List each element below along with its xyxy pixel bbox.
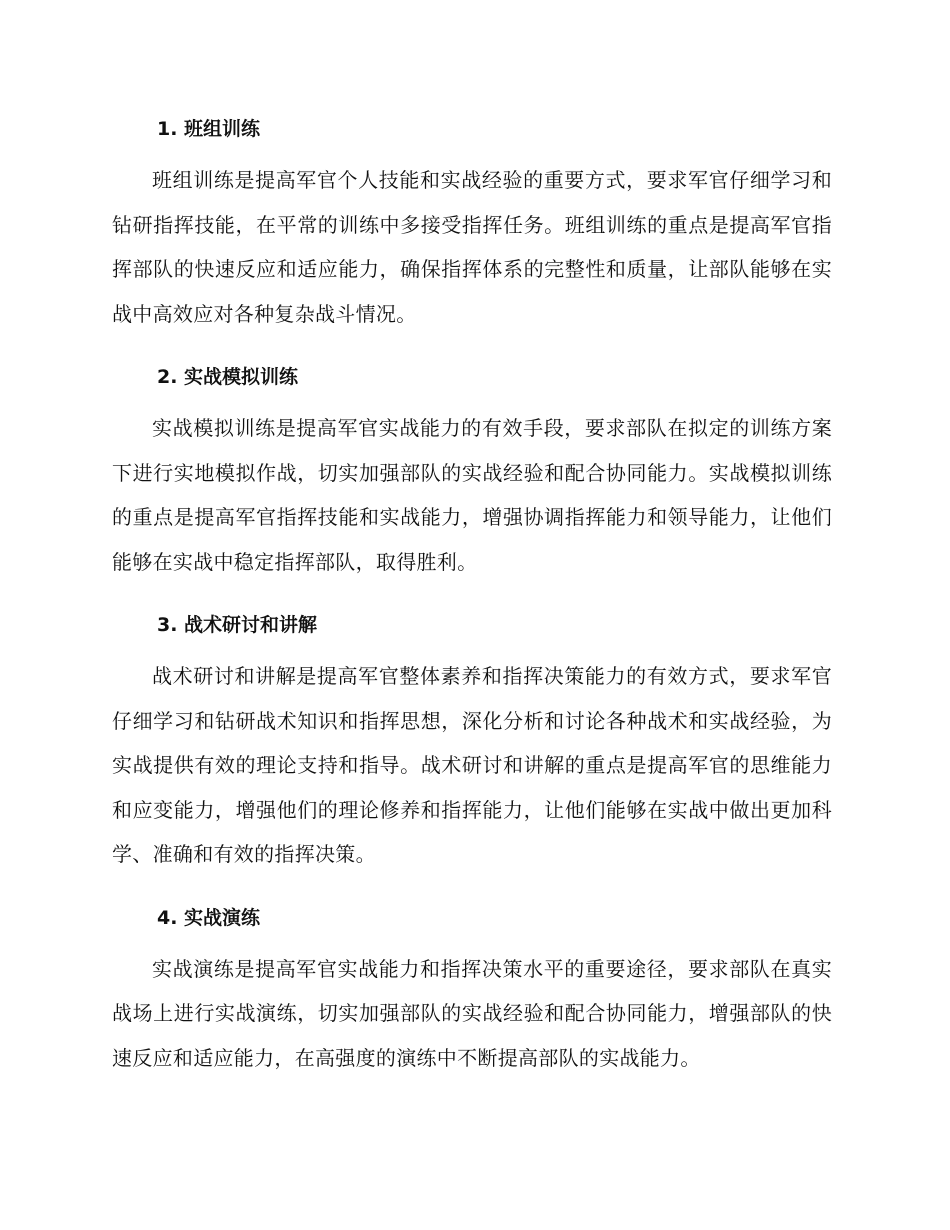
section-heading-3: 3. 战术研讨和讲解 bbox=[157, 614, 318, 636]
section-paragraph-1: 班组训练是提高军官个人技能和实战经验的重要方式，要求军官仔细学习和钻研指挥技能，在平常的训练中多接受指挥任务。班组训练的重点是提高军官指挥部队的快速反应和适应能力，确保指挥体系的完整性和质量，让部队能够在实战中高效应对各种复杂战斗情况。 bbox=[112, 168, 832, 326]
section-paragraph-4: 实战演练是提高军官实战能力和指挥决策水平的重要途径，要求部队在真实战场上进行实战演练，切实加强部队的实战经验和配合协同能力，增强部队的快速反应和适应能力，在高强度的演练中不断提高部队的实战能力。 bbox=[112, 956, 832, 1070]
section-paragraph-2: 实战模拟训练是提高军官实战能力的有效手段，要求部队在拟定的训练方案下进行实地模拟作战，切实加强部队的实战经验和配合协同能力。实战模拟训练的重点是提高军官指挥技能和实战能力，增强协调指挥能力和领导能力，让他们能够在实战中稳定指挥部队，取得胜利。 bbox=[112, 416, 832, 574]
section-paragraph-3: 战术研讨和讲解是提高军官整体素养和指挥决策能力的有效方式，要求军官仔细学习和钻研战术知识和指挥思想，深化分析和讨论各种战术和实战经验，为实战提供有效的理论支持和指导。战术研讨和讲解的重点是提高军官的思维能力和应变能力，增强他们的理论修养和指挥能力，让他们能够在实战中做出更加科学、准确和有效的指挥决策。 bbox=[112, 664, 832, 866]
section-heading-1: 1. 班组训练 bbox=[157, 118, 261, 140]
document-body bbox=[112, 112, 832, 1080]
section-heading-4: 4. 实战演练 bbox=[157, 906, 261, 929]
section-heading-2: 2. 实战模拟训练 bbox=[157, 366, 299, 388]
